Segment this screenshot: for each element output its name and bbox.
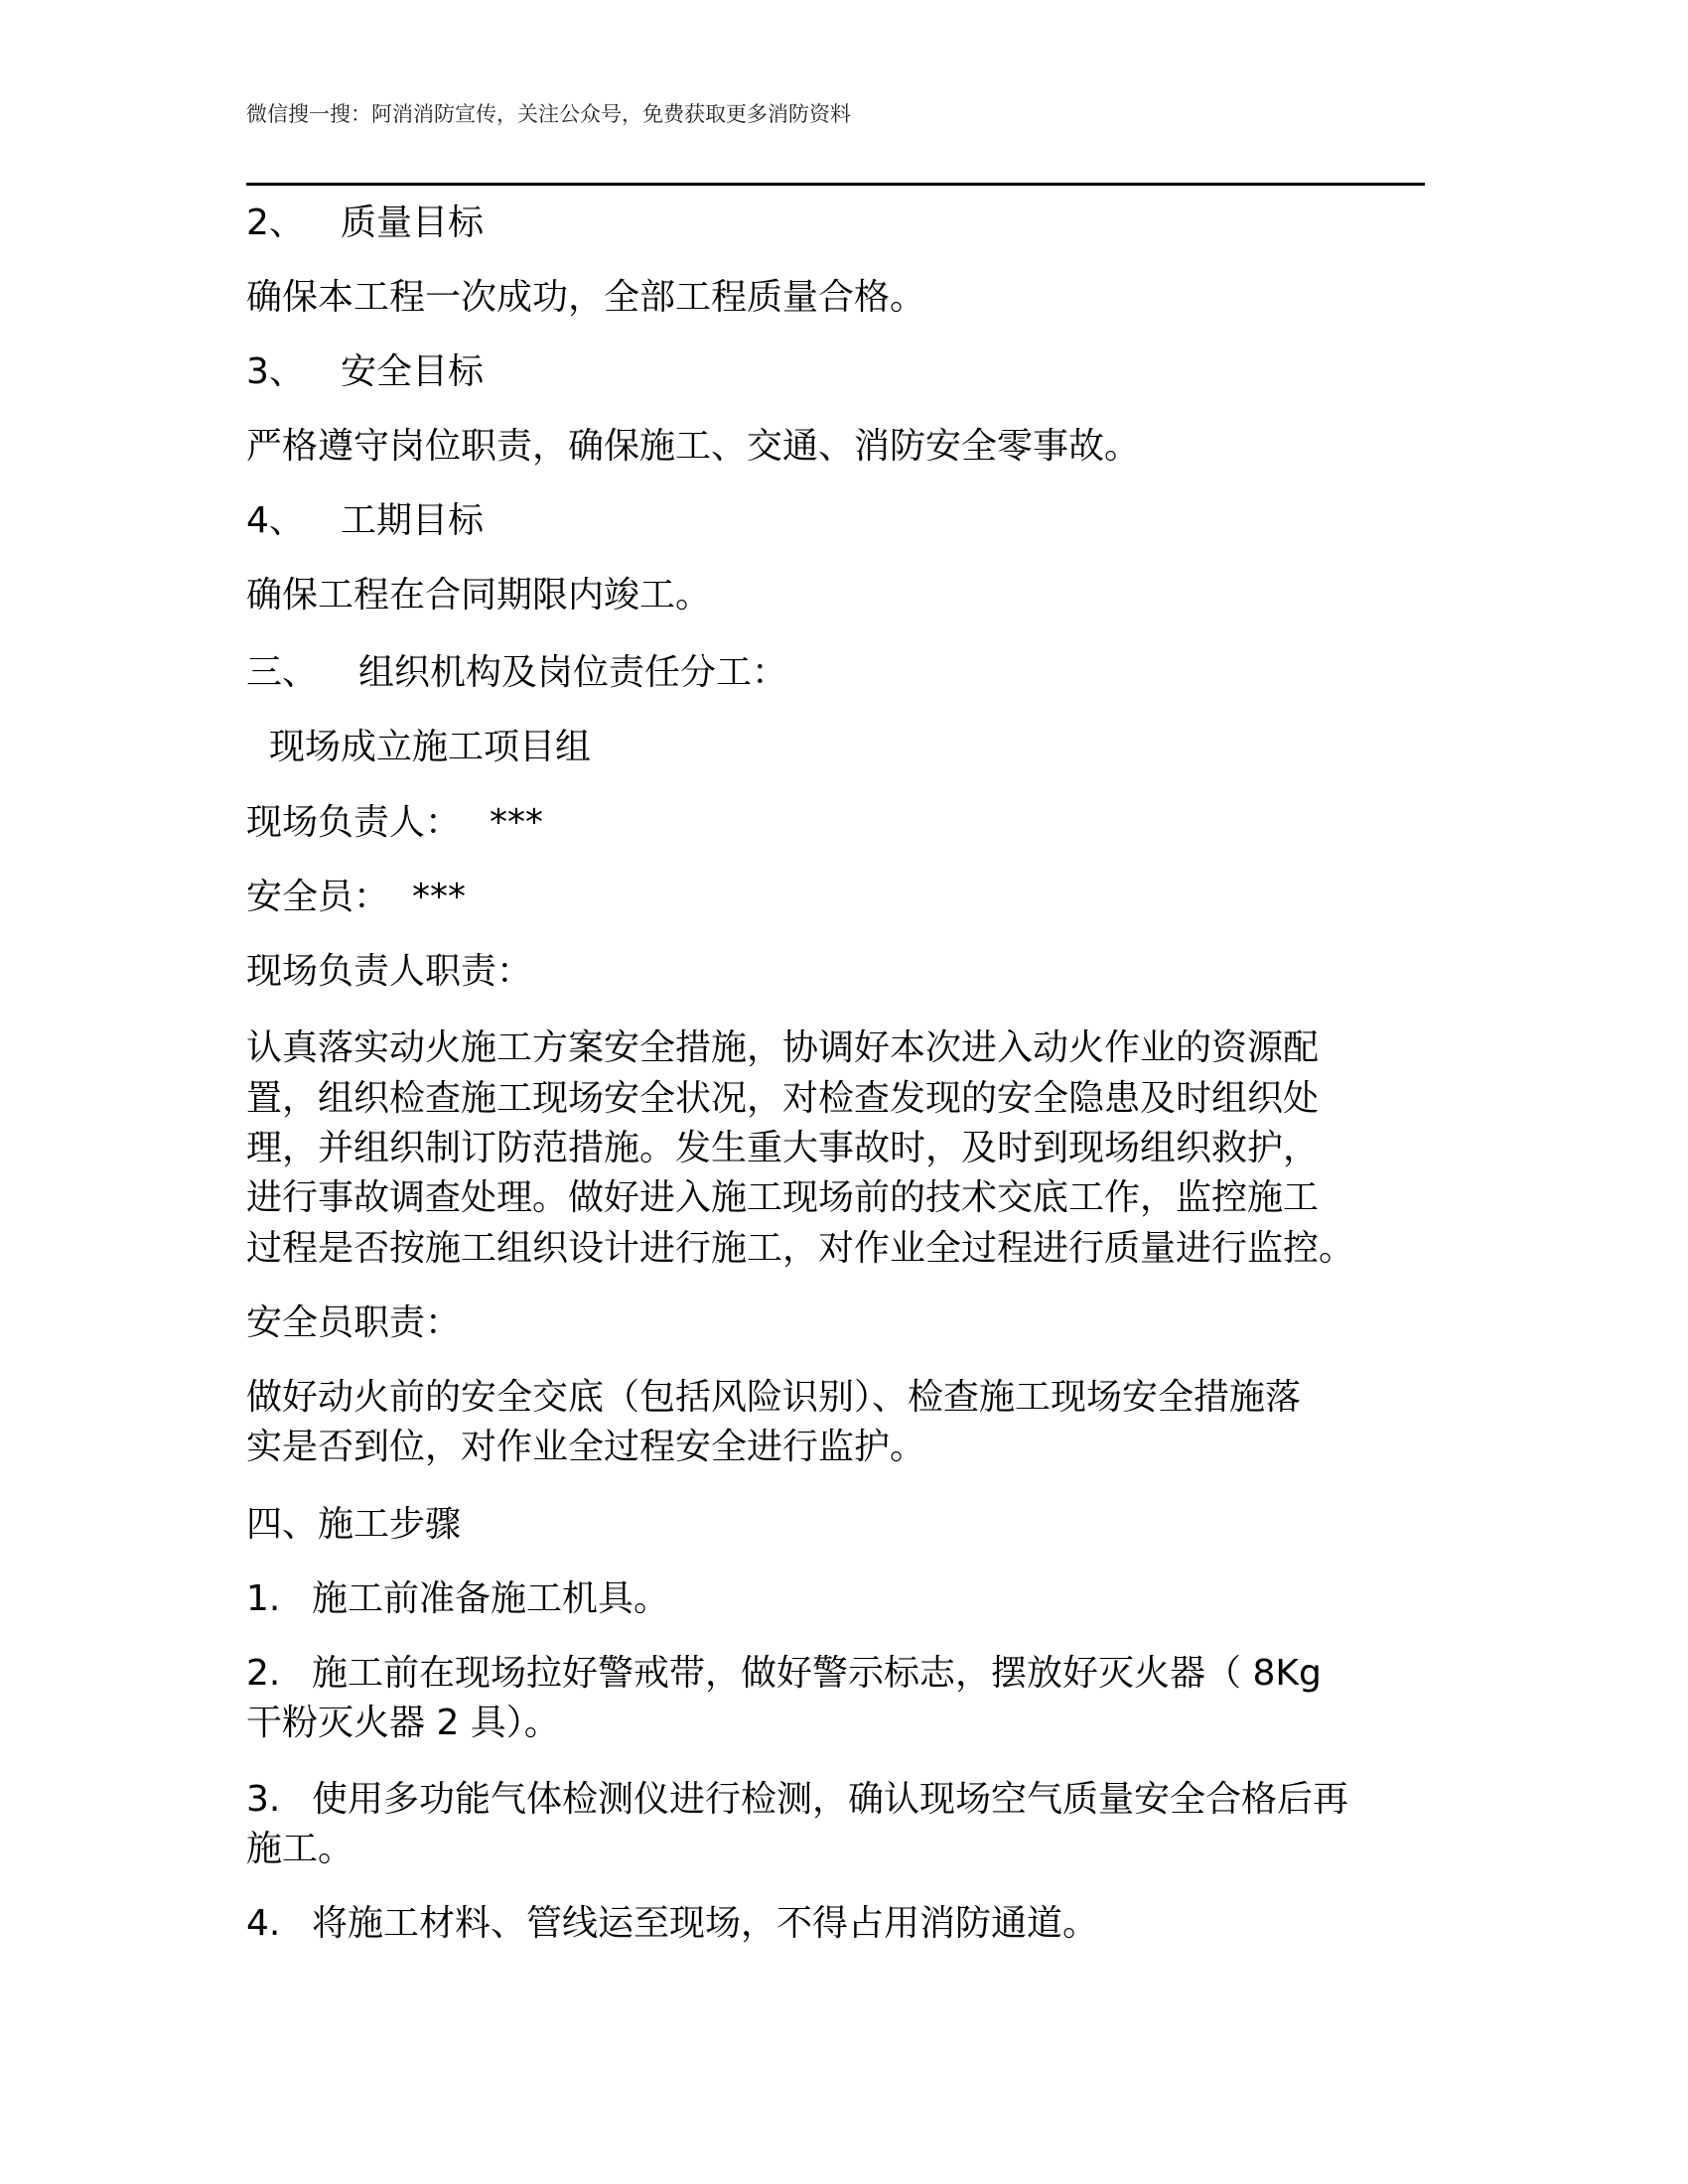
- heading-title: 工期目标: [341, 500, 485, 541]
- step-number: 1.: [246, 1578, 281, 1619]
- leader-duty-line: 置，组织检查施工现场安全状况，对检查发现的安全隐患及时组织处: [246, 1078, 1320, 1119]
- safety-label: 安全员：: [246, 877, 390, 917]
- leader-label: 现场负责人：: [246, 802, 462, 843]
- step-number: 3.: [246, 1779, 281, 1820]
- heading-number: 3、: [246, 351, 305, 392]
- org-group: 现场成立施工项目组: [269, 727, 592, 767]
- leader-duty-line: 理，并组织制订防范措施。发生重大事故时，及时到现场组织救护，: [246, 1128, 1320, 1168]
- safety-duty-title: 安全员职责：: [246, 1302, 462, 1343]
- step-item: [246, 1899, 1098, 1949]
- paragraph-schedule: 确保工程在合同期限内竣工。: [246, 575, 712, 615]
- step-item: [246, 1574, 669, 1624]
- safety-value: ***: [412, 877, 466, 917]
- heading-title: 质量目标: [341, 203, 485, 243]
- header-divider: [246, 183, 1425, 186]
- heading-org: [246, 648, 787, 698]
- heading-steps: 四、施工步骤: [246, 1504, 462, 1545]
- heading-schedule: [246, 496, 484, 546]
- paragraph-safety: 严格遵守岗位职责，确保施工、交通、消防安全零事故。: [246, 426, 1141, 467]
- org-safety-officer: [246, 873, 466, 922]
- step-item: [246, 1649, 1322, 1699]
- step-text: 施工前在现场拉好警戒带，做好警示标志，摆放好灭火器（ 8Kg: [312, 1653, 1322, 1694]
- step-text: 将施工材料、管线运至现场，不得占用消防通道。: [312, 1903, 1099, 1944]
- heading-number: 4、: [246, 500, 305, 541]
- step-number: 4.: [246, 1903, 281, 1944]
- step-text-continued: 干粉灭火器 2 具）。: [246, 1703, 560, 1743]
- safety-duty-line: 做好动火前的安全交底（包括风险识别）、检查施工现场安全措施落: [246, 1377, 1302, 1418]
- heading-title: 安全目标: [341, 351, 485, 392]
- step-text: 使用多功能气体检测仪进行检测，确认现场空气质量安全合格后再: [312, 1779, 1349, 1820]
- heading-title: 组织机构及岗位责任分工：: [358, 652, 788, 693]
- paragraph-quality: 确保本工程一次成功，全部工程质量合格。: [246, 277, 926, 318]
- heading-quality: [246, 199, 484, 248]
- leader-duty-line: 认真落实动火施工方案安全措施，协调好本次进入动火作业的资源配: [246, 1027, 1320, 1068]
- heading-number: 2、: [246, 203, 305, 243]
- heading-safety: [246, 347, 484, 397]
- step-number: 2.: [246, 1653, 281, 1694]
- leader-duty-line: 进行事故调查处理。做好进入施工现场前的技术交底工作，监控施工: [246, 1177, 1320, 1218]
- org-leader: [246, 798, 543, 848]
- header-watermark: 微信搜一搜：阿消消防宣传，关注公众号，免费获取更多消防资料: [246, 102, 851, 126]
- step-text-continued: 施工。: [246, 1829, 354, 1869]
- step-item: [246, 1775, 1348, 1825]
- leader-duty-title: 现场负责人职责：: [246, 951, 533, 992]
- leader-value: ***: [490, 802, 543, 843]
- step-text: 施工前准备施工机具。: [312, 1578, 670, 1619]
- leader-duty-line: 过程是否按施工组织设计进行施工，对作业全过程进行质量进行监控。: [246, 1228, 1355, 1269]
- heading-number: 三、: [246, 652, 319, 693]
- safety-duty-line: 实是否到位，对作业全过程安全进行监护。: [246, 1427, 926, 1467]
